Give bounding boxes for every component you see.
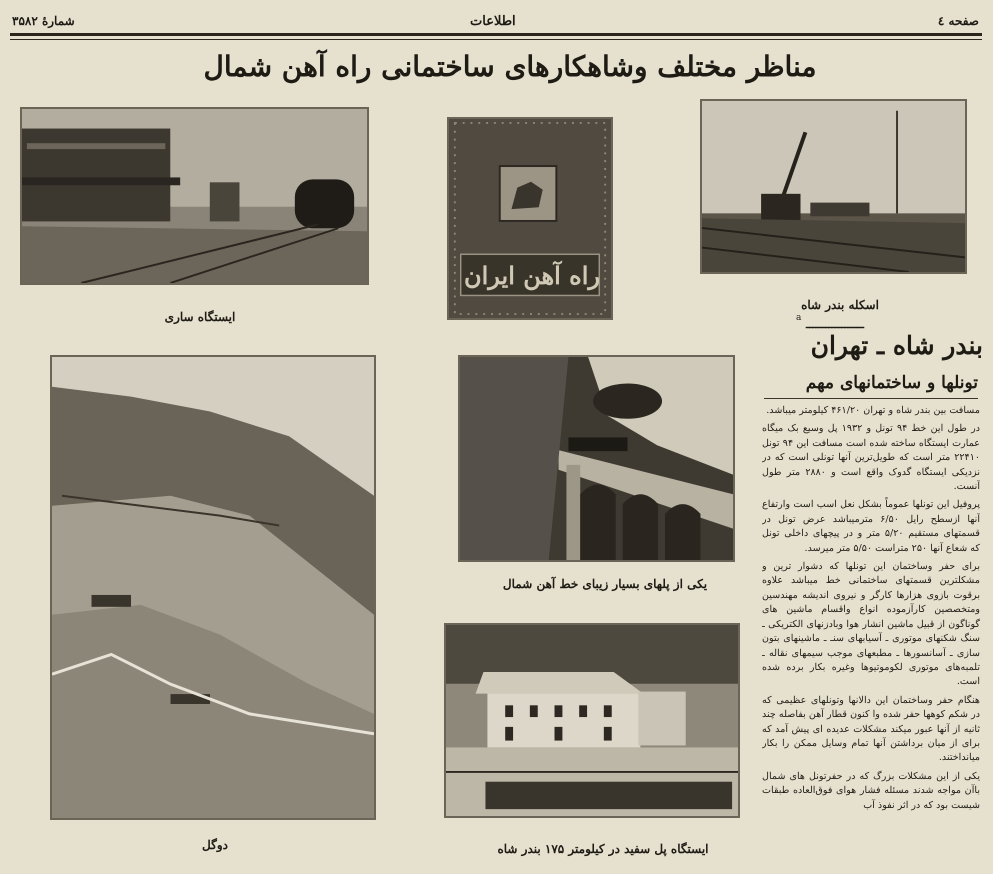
emblem-plate-text: راه آهن ایران [463, 261, 601, 290]
pol-sefid-station-photo [444, 623, 740, 818]
article-subtitle-rule [764, 398, 978, 399]
article-divider: ــــــــــــــــــ [805, 318, 864, 331]
article-paragraph: یکی از این مشکلات بزرگ که در حفرتونل های شمال باآن مواجه شدند مسئله فشار هوای فوق‌العاده طبقات شیست بود که در اثر نفوذ آب [762, 770, 980, 811]
pol-sefid-caption: ایستگاه پل سفید در کیلومتر ۱۷۵ بندر شاه [497, 842, 709, 856]
sari-station-caption: ایستگاه ساری [164, 310, 236, 324]
article-paragraph: برای حفر وساختمان این تونلها که دشوار ترین و مشکلترین قسمتهای ساختمانی خط میباشد علاوه برقوت بازوی هزارها کارگر و نیروی اندیشه مهندسین ومتخصصین کارآزموده انواع واقسام ماشین های گوناگون از قبیل ماشین انشار هوا وبادزنهای الکتریکی ـ سنگ شکنهای موتوری ـ آسیابهای سنـ ـ ماشینهای بتون سازی ـ آسانسورها ـ مطبعهای موجب سیمهای نقاله ـ تلمبه‌های موتوری لکوموتیوها وغیره بکار برده شده است. [762, 561, 980, 688]
masthead-rule-thin [10, 39, 982, 40]
railway-emblem-photo [447, 117, 613, 320]
masthead-rule [10, 33, 982, 36]
railway-bridge-photo [458, 355, 735, 562]
jetty-caption-mark: a [796, 313, 802, 323]
article-paragraph: مسافت بین بندر شاه و تهران ۴۶۱/۲۰ کیلومتر میباشد. [766, 405, 980, 416]
jetty-caption: اسکله بندر شاه [801, 298, 879, 312]
bridge-caption: یکی از پلهای بسیار زیبای خط آهن شمال [502, 577, 708, 591]
article-subtitle: تونلها و ساختمانهای مهم [805, 373, 978, 393]
dokal-mountain-photo [50, 355, 376, 820]
article-paragraph: در طول این خط ۹۴ تونل و ۱۹۳۲ پل وسیع بک میگاه عمارت ایستگاه ساخته شده است مسافت این ۹۴ تونل ۲۲۴۱۰ متر است که طویل‌ترین آنها تونلی است که در نزدیکی ایستگاه گدوک واقع است و ۲۸۸۰ متر طول آنست. [762, 423, 980, 493]
page-number: صفحه ٤ [937, 14, 979, 28]
dokal-caption: دوگل [202, 838, 228, 852]
article-body [762, 404, 980, 870]
page-headline: مناظر مختلف وشاهکارهای ساختمانی راه آهن شمال [203, 50, 817, 83]
sari-station-photo [20, 107, 369, 285]
article-paragraph: هنگام حفر وساختمان این دالانها وتونلهای عظیمی که در شکم کوهها حفر شده وا کنون قطار آهن بفاصله چند ثانیه از آنها عبور میکند مشکلات عدیده ای پیش آمد که برای از میان برداشتن آنها تمام وسایل ممکن را بکار میانداختند. [762, 694, 980, 764]
article-title: بندر شاه ـ تهران [810, 331, 983, 360]
issue-number: شمارهٔ ۳۵۸۲ [12, 14, 75, 28]
bandar-shah-jetty-photo [700, 99, 967, 274]
article-paragraph: پروفیل این تونلها عموماً بشکل نعل اسب است وارتفاع آنها ازسطح رایل ۶/۵۰ مترمیباشد عرض تونل در قسمتهای مستقیم ۵/۲۰ متر و در پیچهای داخلی تونل که شعاع آنها ۲۵۰ متراست ۵/۵۰ متر میرسد. [762, 499, 980, 554]
newspaper-name: اطلاعات [470, 14, 516, 29]
